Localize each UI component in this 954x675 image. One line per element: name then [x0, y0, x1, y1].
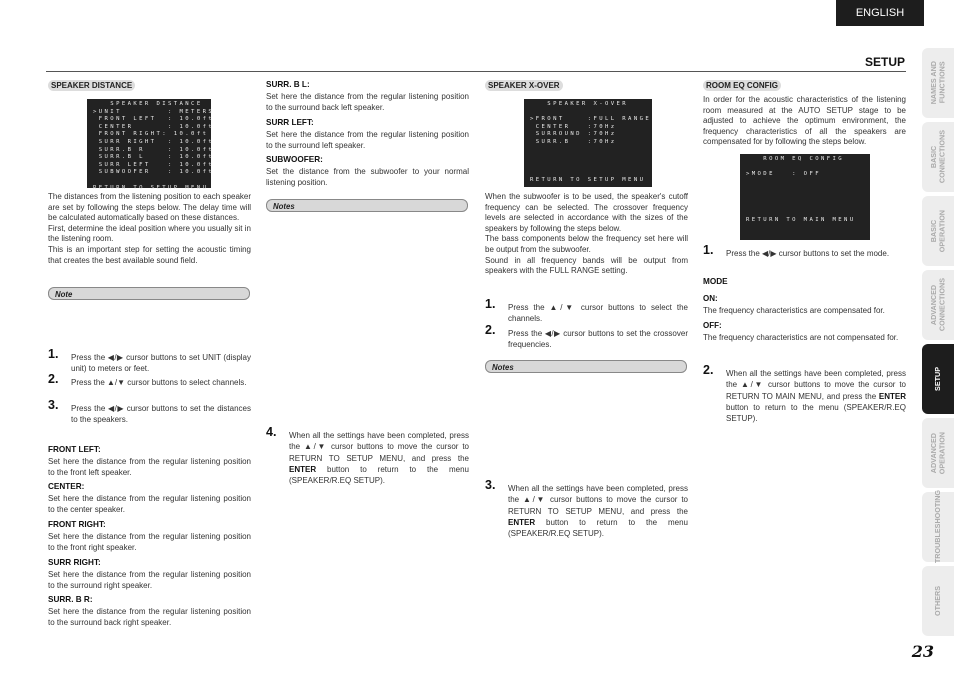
room-eq-intro: In order for the acoustic characteristics of the listening room measured at the AUTO SETUP stage to be adjusted to achieve the optimum environment, the frequency characteristics of all the speakers are compensated for by following the steps below. — [703, 95, 906, 147]
page-number: 23 — [911, 642, 934, 661]
on-text: The frequency characteristics are compensated for. — [703, 306, 885, 315]
front-right-label: FRONT RIGHT: — [48, 520, 106, 529]
sidetab-troubleshooting[interactable]: TROUBLESHOOTING — [922, 492, 954, 562]
speaker-distance-intro: The distances from the listening position to each speaker are set by following the steps below. The delay time will be calculated automatically based on these distances. First, determine the ideal position where you usually sit in the listening room. This is an important step for setting the acoustic timing that creates the best available sound field. — [48, 192, 251, 265]
mode-label: MODE — [703, 277, 728, 286]
off-text: The frequency characteristics are not compensated for. — [703, 333, 899, 342]
section-title: SETUP — [864, 55, 905, 69]
xover-step-1: 1. Press the ▲/▼ cursor buttons to select the channels. — [485, 297, 688, 324]
surr-left-text: Set here the distance from the regular listening position to the surround left speaker. — [266, 130, 469, 150]
surr-b-l-label: SURR. B L: — [266, 80, 310, 89]
surr-right-text: Set here the distance from the regular listening position to the surround right speaker. — [48, 570, 251, 590]
off-label: OFF: — [703, 321, 722, 330]
step-3-set-distances: 3. Press the ◀/▶ cursor buttons to set the distances to the speakers. — [48, 398, 251, 425]
surr-right-label: SURR RIGHT: — [48, 558, 101, 567]
sidetab-others[interactable]: OTHERS — [922, 566, 954, 636]
language-tab: ENGLISH — [836, 0, 924, 26]
room-eq-config-heading: ROOM EQ CONFIG — [703, 80, 781, 91]
subwoofer-label: SUBWOOFER: — [266, 155, 323, 164]
speaker-xover-heading: SPEAKER X-OVER — [485, 80, 563, 91]
sidetab-setup[interactable]: SETUP — [922, 344, 954, 414]
xover-notes-box: Notes — [485, 360, 687, 373]
room-eq-step-1: 1. Press the ◀/▶ cursor buttons to set the mode. — [703, 243, 890, 258]
notes-box: Notes — [266, 199, 468, 212]
header-divider — [46, 71, 906, 72]
center-label: CENTER: — [48, 482, 85, 491]
room-eq-screen: ROOM EQ CONFIG >MODE : OFF RETURN TO MAIN MENU — [740, 154, 870, 240]
sidetab-advanced-connections[interactable]: ADVANCED CONNECTIONS — [922, 270, 954, 340]
surr-left-label: SURR LEFT: — [266, 118, 314, 127]
sidetab-basic-connections[interactable]: BASIC CONNECTIONS — [922, 122, 954, 192]
front-left-text: Set here the distance from the regular listening position to the front left speaker. — [48, 457, 251, 477]
step-1-unit: 1. Press the ◀/▶ cursor buttons to set UNIT (display unit) to meters or feet. — [48, 347, 251, 374]
on-label: ON: — [703, 294, 718, 303]
xover-step-3-return: 3. When all the settings have been completed, press the ▲/▼ cursor buttons to move the cursor to RETURN TO SETUP MENU, and press the ENTER button to return to the menu (SPEAKER/R.EQ SETUP). — [485, 478, 688, 539]
surr-b-r-text: Set here the distance from the regular listening position to the surround back right speaker. — [48, 607, 251, 627]
note-box: Note — [48, 287, 250, 300]
step-2-select-channels: 2. Press the ▲/▼ cursor buttons to select channels. — [48, 372, 247, 387]
subwoofer-text: Set the distance from the subwoofer to your normal listening position. — [266, 167, 469, 187]
room-eq-step-2-return: 2. When all the settings have been completed, press the ▲/▼ cursor buttons to move the cursor to RETURN TO MAIN MENU, and press the ENTER button to return to the menu (SPEAKER/R.EQ SETUP). — [703, 363, 906, 424]
surr-b-l-text: Set here the distance from the regular listening position to the surround back left speaker. — [266, 92, 469, 112]
speaker-distance-heading: SPEAKER DISTANCE — [48, 80, 135, 91]
step-4-return: 4. When all the settings have been completed, press the ▲/▼ cursor buttons to move the cursor to RETURN TO SETUP MENU, and press the ENTER button to return to the menu (SPEAKER/R.EQ SETUP). — [266, 425, 469, 486]
speaker-xover-screen: SPEAKER X-OVER >FRONT :FULL RANGE CENTER :70Hz SURROUND :70Hz SURR.B :70Hz RETURN TO SETUP MENU — [524, 99, 652, 187]
center-text: Set here the distance from the regular listening position to the center speaker. — [48, 494, 251, 514]
sidetab-advanced-operation[interactable]: ADVANCED OPERATION — [922, 418, 954, 488]
sidetab-basic-operation[interactable]: BASIC OPERATION — [922, 196, 954, 266]
xover-step-2: 2. Press the ◀/▶ cursor buttons to set the crossover frequencies. — [485, 323, 688, 350]
front-left-label: FRONT LEFT: — [48, 445, 101, 454]
surr-b-r-label: SURR. B R: — [48, 595, 93, 604]
sidetab-names-and-functions[interactable]: NAMES AND FUNCTIONS — [922, 48, 954, 118]
speaker-xover-intro: When the subwoofer is to be used, the speaker's cutoff frequency can be selected. The crossover frequency levels are selected in accordance with the sizes of the speakers by following the steps below. The bass components below the frequency set here will be output from the subwoofer. Sound in all frequency bands will be output from speakers with the FULL RANGE setting. — [485, 192, 688, 276]
speaker-distance-screen: SPEAKER DISTANCE >UNIT : METERS FRONT LEFT : 10.0ft CENTER : 10.0ft FRONT RIGHT: 10.0ft SURR RIGHT : 10.0ft SURR.B R : 10.0ft SURR.B L : 10.0ft SURR LEFT : 10.0ft SUBWOOFER : 10.0ft RETURN TO SETUP MENU — [87, 99, 211, 188]
front-right-text: Set here the distance from the regular listening position to the front right speaker. — [48, 532, 251, 552]
